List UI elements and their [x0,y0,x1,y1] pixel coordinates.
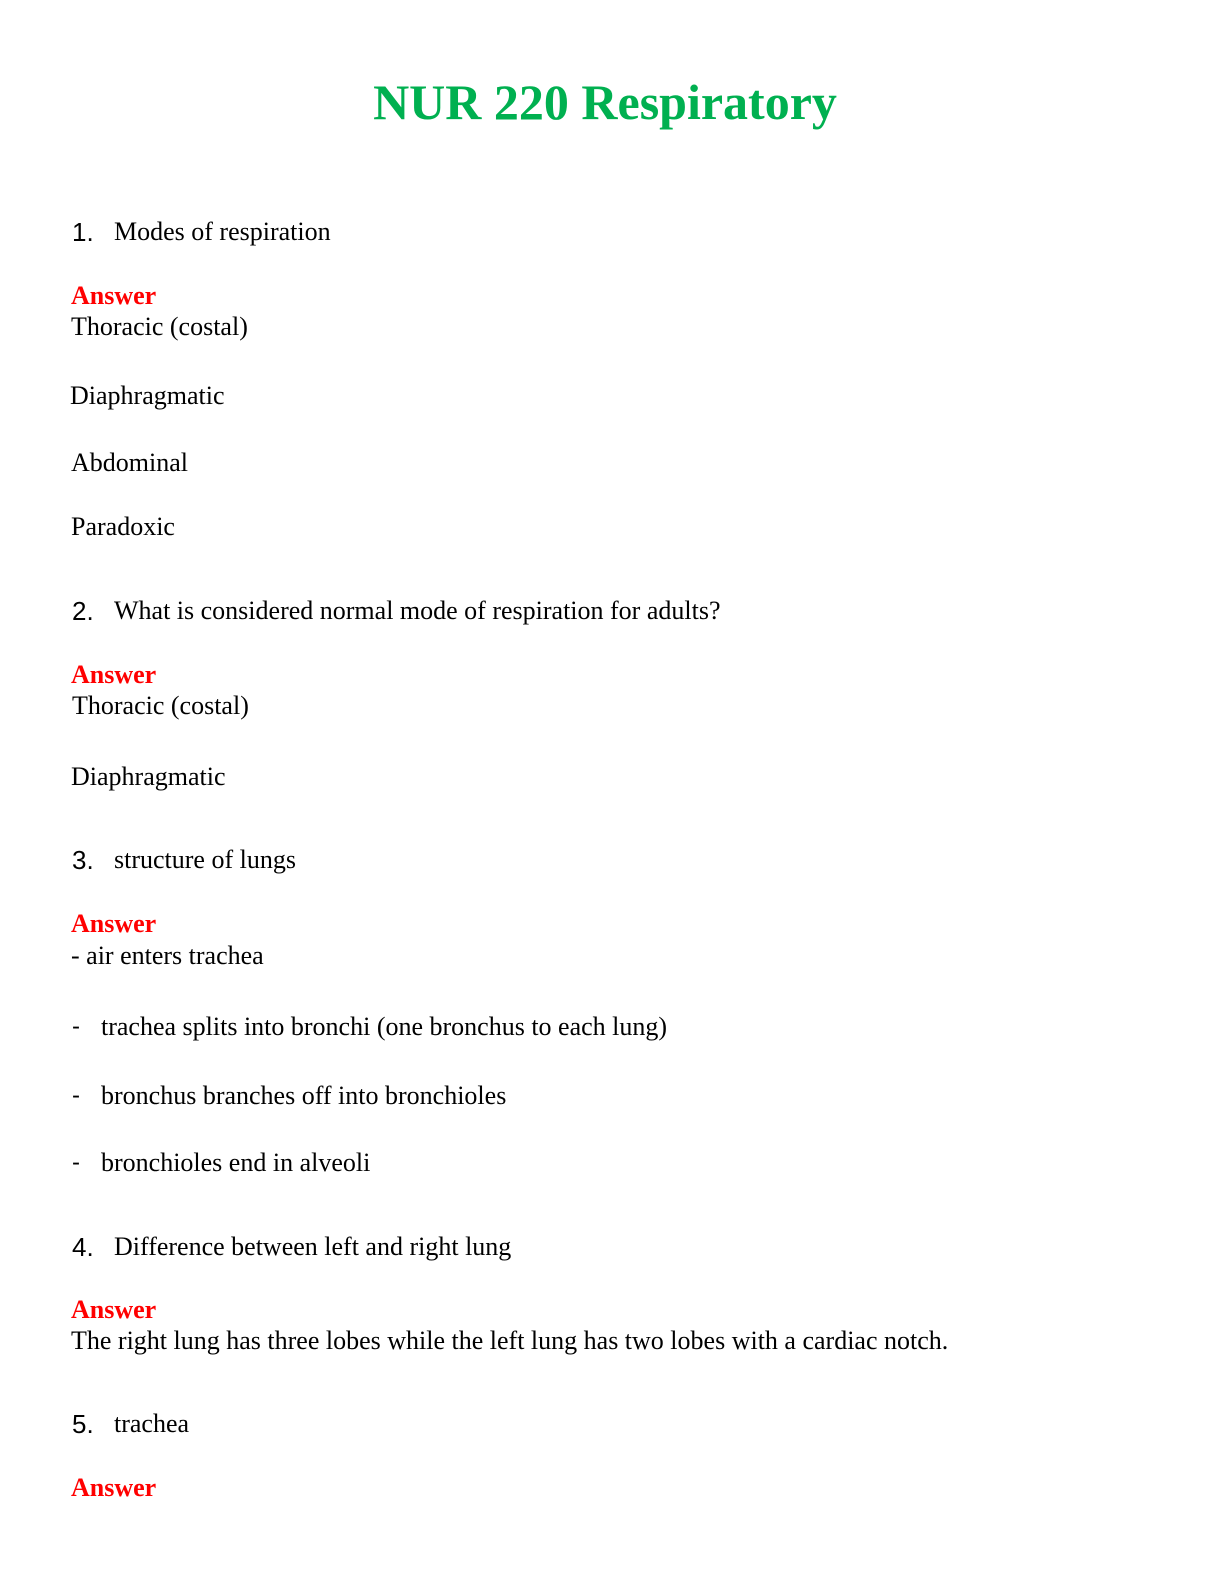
answer-label-2: Answer [71,660,157,689]
bullet-text: bronchioles end in alveoli [101,1148,371,1177]
question-text-2: What is considered normal mode of respiration for adults? [114,596,721,625]
page-title: NUR 220 Respiratory [373,74,837,130]
bullet-dash: - [72,1149,80,1176]
answer-line: Diaphragmatic [70,381,225,410]
answer-label-3: Answer [71,909,157,938]
question-text-5: trachea [114,1409,190,1438]
answer-line: The right lung has three lobes while the left lung has two lobes with a cardiac notch. [71,1326,949,1355]
answer-line: Thoracic (costal) [71,312,248,341]
answer-label-1: Answer [71,281,157,310]
question-number-2: 2. [72,596,94,626]
question-number-5: 5. [72,1409,94,1439]
bullet-dash: - [72,1082,80,1109]
answer-label-5: Answer [71,1473,157,1502]
answer-line: Abdominal [71,448,188,477]
question-text-4: Difference between left and right lung [114,1232,512,1261]
question-number-4: 4. [72,1232,94,1262]
question-number-1: 1. [72,217,94,247]
answer-line: Diaphragmatic [71,762,226,791]
bullet-dash: - [72,1013,80,1040]
bullet-text: trachea splits into bronchi (one bronchus to each lung) [101,1012,668,1041]
question-number-3: 3. [72,845,94,875]
answer-line: Thoracic (costal) [72,691,249,720]
answer-line: Paradoxic [71,512,175,541]
answer-label-4: Answer [71,1295,157,1324]
question-text-3: structure of lungs [114,845,296,874]
question-text-1: Modes of respiration [114,217,331,246]
answer-line: - air enters trachea [71,941,264,970]
bullet-text: bronchus branches off into bronchioles [101,1081,507,1110]
